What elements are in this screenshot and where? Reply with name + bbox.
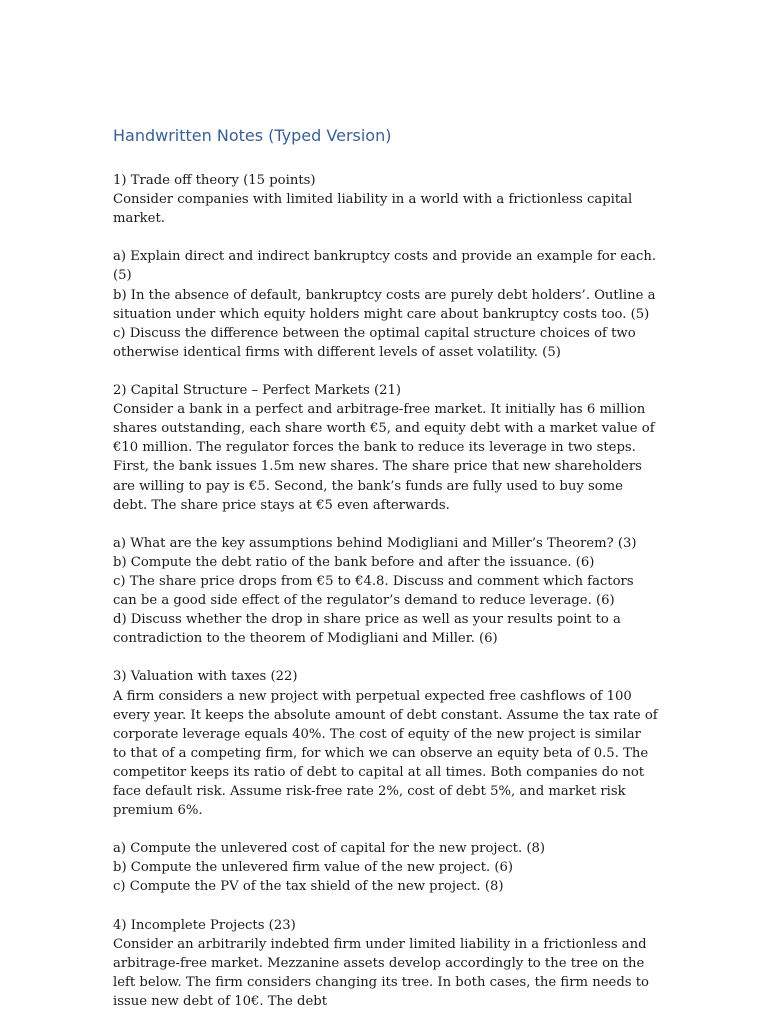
q4-heading: 4) Incomplete Projects (23) bbox=[113, 917, 296, 933]
q3-part-b: b) Compute the unlevered firm value of the new project. (6) bbox=[113, 860, 514, 876]
q1-part-b: b) In the absence of default, bankruptcy costs are purely debt holders’. Outline a situation under which equity holders might care about bankruptcy costs too. (5) bbox=[113, 287, 656, 322]
q3-intro: A firm considers a new project with perpetual expected free cashflows of 100 every year. It keeps the absolute amount of debt constant. Assume the tax rate of corporate leverage equals 40%. The cost of equity of the new project is similar to that of a competing firm, for which we can observe an equity beta of 0.5. The competitor keeps its ratio of debt to capital at all times. Both companies do not face default risk. Assume risk-free rate 2%, cost of debt 5%, and market risk premium 6%. bbox=[113, 688, 658, 819]
q4-intro: Consider an arbitrarily indebted firm under limited liability in a frictionless and arbitrage-free market. Mezzanine assets develop accordingly to the tree on the left below. The firm considers changing its tree. In both cases, the firm needs to issue new debt of 10€. The debt bbox=[113, 936, 649, 1010]
spacer bbox=[113, 897, 658, 916]
spacer bbox=[113, 228, 658, 247]
q2-part-b: b) Compute the debt ratio of the bank before and after the issuance. (6) bbox=[113, 554, 595, 570]
spacer bbox=[113, 515, 658, 534]
spacer bbox=[113, 362, 658, 381]
spacer bbox=[113, 820, 658, 839]
q2-part-d: d) Discuss whether the drop in share price as well as your results point to a contradiction to the theorem of Modigliani and Miller. (6) bbox=[113, 612, 621, 647]
q2-part-c: c) The share price drops from €5 to €4.8. Discuss and comment which factors can be a good side effect of the regulator’s demand to reduce leverage. (6) bbox=[113, 573, 634, 609]
q3-part-a: a) Compute the unlevered cost of capital for the new project. (8) bbox=[113, 841, 546, 857]
document-title: Handwritten Notes (Typed Version) bbox=[113, 126, 392, 145]
q2-part-a: a) What are the key assumptions behind Modigliani and Miller’s Theorem? (3) bbox=[113, 535, 637, 551]
q2-heading: 2) Capital Structure – Perfect Markets (21) bbox=[113, 383, 402, 399]
q3-heading: 3) Valuation with taxes (22) bbox=[113, 669, 298, 685]
q1-heading: 1) Trade off theory (15 points) bbox=[113, 173, 316, 188]
spacer bbox=[113, 648, 658, 667]
document-body bbox=[113, 125, 658, 1011]
q2-intro: Consider a bank in a perfect and arbitrage-free market. It initially has 6 million shares outstanding, each share worth €5, and equity debt with a market value of €10 million. The regulator forces the bank to reduce its leverage in two steps. First, the bank issues 1.5m new shares. The share price that new shareholders are willing to pay is €5. Second, the bank’s funds are fully used to buy some debt. The share price stays at €5 even afterwards. bbox=[113, 402, 655, 513]
q1-part-a: a) Explain direct and indirect bankruptcy costs and provide an example for each. (5) bbox=[113, 249, 657, 284]
q1-intro: Consider companies with limited liability in a world with a frictionless capital market. bbox=[113, 192, 633, 227]
q1-part-c: c) Discuss the difference between the optimal capital structure choices of two otherwise identical firms with different levels of asset volatility. (5) bbox=[113, 325, 636, 360]
q3-part-c: c) Compute the PV of the tax shield of the new project. (8) bbox=[113, 879, 504, 895]
